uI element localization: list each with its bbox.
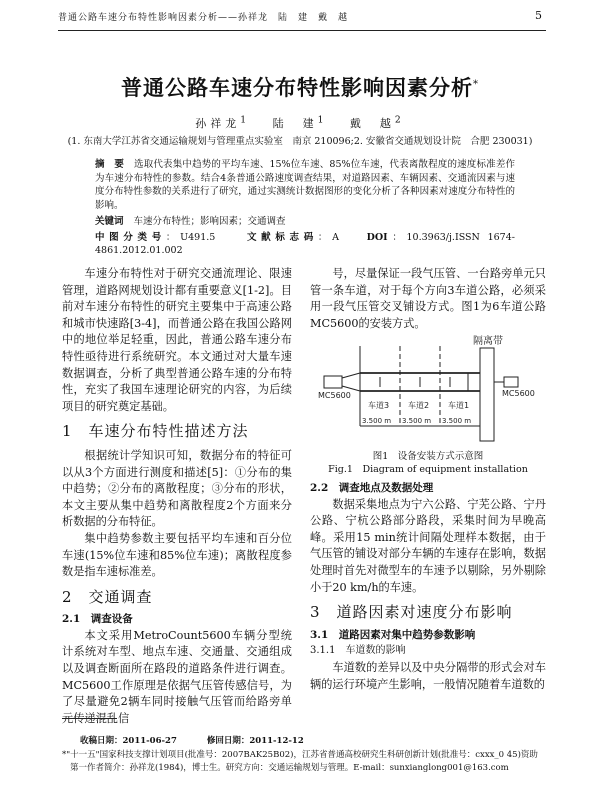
clc-label: 中图分类号 [95, 231, 166, 243]
author-sup: 1 [317, 114, 328, 125]
keywords [95, 215, 515, 229]
doi-label: DOI [366, 231, 388, 243]
lane-2-label: 车道2 [408, 401, 430, 410]
doc-code-value: A [332, 231, 339, 243]
section-1-heading: 1 车速分布特性描述方法 [62, 422, 249, 441]
mc5600-right-device [504, 377, 518, 387]
received-date: 收稿日期：2011-06-27 [80, 736, 177, 746]
author-sup: 1 [240, 114, 251, 125]
median-strip [480, 348, 494, 441]
paragraph: 车道数的差异以及中央分隔带的形式会对车辆的运行环境产生影响，一般情况随着车道数的 [310, 660, 546, 691]
doi-value: 10.3963/j.ISSN 1674-4861.2012.01.002 [95, 231, 515, 256]
section-3-1-heading: 3.1 道路因素对集中趋势参数影响 [310, 628, 476, 641]
author-name: 陆 建 [272, 116, 318, 130]
author-name: 戴 越 [349, 116, 395, 130]
device-left-label: MC5600 [318, 391, 351, 400]
title-text: 普通公路车速分布特性影响因素分析 [121, 75, 473, 100]
left-column [62, 266, 292, 727]
paper-title [0, 72, 600, 102]
mc5600-left-device [324, 376, 342, 388]
classification: 中图分类号：U491.5 文献标志码：A DOI：10.3963/j.ISSN 1674-4861.2012.01.002 [95, 231, 515, 256]
lane-width-label: 3.500 m [402, 417, 432, 425]
abstract-text: 选取代表集中趋势的平均车速、15%位车速、85%位车速，代表离散程度的速度标准差作为车速分布特性的参数。结合4条普通公路速度调查结果，对道路因素、车辆因素、交通流因素与速度分布特性参数的关系进行了研究，通过实测统计数据图形的变化分析了各种因素对速度分布特性的影响。 [95, 159, 515, 211]
intro-paragraph: 车速分布特性对于研究交通流理论、限速管理，道路网规划设计都有重要意义[1-2]。目前对车速分布特性的研究主要集中于高速公路和城市快速路[3-4]，而普通公路在我国公路网中的地位举足轻重，因此，普通公路车速分布特性亟待进行系统研究。本文通过对大量车速数据调查，分析了典型普通公路车速的分布特性，充实了我国车速理论研究的内容，为后续项目的研究奠定基础。 [62, 267, 292, 413]
author-name: 孙祥龙 [195, 116, 241, 130]
device-right-label: MC5600 [502, 389, 535, 398]
median-label: 隔离带 [473, 336, 503, 347]
authors [0, 114, 600, 131]
figure-caption-cn: 图1 设备安装方式示意图 [372, 451, 484, 462]
section-2-1-heading: 2.1 调查设备 [62, 613, 133, 626]
paragraph: 集中趋势参数主要包括平均车速和百分位车速(15%位车速和85%位车速)；离散程度参数是指车速标准差。 [62, 531, 292, 579]
revised-date: 修回日期：2011-12-12 [206, 736, 304, 746]
affiliation: (1. 东南大学江苏省交通运输规划与管理重点实验室 南京 210096;2. 安徽省交通规划设计院 合肥 230031) [67, 136, 533, 147]
right-column-bottom [310, 480, 546, 693]
section-3-heading: 3 道路因素对速度分布影响 [310, 603, 513, 622]
keywords-text: 车速分布特性；影响因素；交通调查 [133, 216, 286, 227]
author [349, 114, 405, 130]
paragraph: 号，尽量保证一段气压管、一台路旁单元只管一条车道，对于每个方向3车道公路，必须采用一段气压管交叉铺设方式。图1为6车道公路MC5600的安装方式。 [310, 267, 546, 330]
footnote-rule [62, 718, 117, 719]
section-2-2-heading: 2.2 调查地点及数据处理 [310, 482, 434, 494]
tube-connector [342, 373, 360, 378]
author [195, 114, 251, 130]
section-2-heading: 2 交通调查 [62, 587, 153, 606]
footnote-dates [80, 734, 570, 746]
footnote-author: 第一作者简介：孙祥龙(1984)，博士生。研究方向：交通运输规划与管理。E-mail：sunxianglong001@163.com [70, 763, 509, 773]
author [272, 114, 328, 130]
author-sup: 2 [394, 114, 405, 125]
right-column-top [310, 266, 546, 332]
tube-loop [468, 373, 480, 391]
lane-1-label: 车道1 [448, 401, 470, 410]
page-number: 5 [535, 9, 542, 22]
lane-width-label: 3.500 m [362, 417, 392, 425]
keywords-label: 关键词 [95, 216, 124, 227]
paragraph: 根据统计学知识可知，数据分布的特征可以从3个方面进行测度和描述[5]：①分布的集中趋势；②分布的离散程度；③分布的形状，本文主要从集中趋势和离散程度2个方面来分析数据的分布特征。 [62, 448, 292, 529]
paragraph: 数据采集地点为宁六公路、宁芜公路、宁丹公路、宁杭公路部分路段，采集时间为早晚高峰。采用15 min统计间隔处理样本数据，由于气压管的铺设对部分车辆的车速存在影响，数据处理时首先对微型车的车速予以剔除，另外剔除小于20 km/h的车速。 [310, 497, 546, 594]
clc-value: U491.5 [180, 231, 216, 243]
abstract-label: 摘 要 [95, 159, 125, 170]
footnote-funding: *"十一五"国家科技支撑计划项目(批准号：2007BAK25B02)，江苏省普通高校研究生科研创新计划(批准号：cxxx_0 45)资助 [62, 750, 538, 760]
doc-code-label: 文献标志码 [247, 231, 318, 243]
title-footnote-mark: * [473, 79, 479, 90]
equipment-installation-diagram [318, 334, 548, 445]
paragraph: 本文采用MetroCount5600车辆分型统计系统对车型、地点车速、交通量、交通组成以及调查断面所在路段的道路条件进行调查。MC5600工作原理是依据气压管传感信号，为了尽量避免2辆车同时接触气压管而给路旁单元传递混乱信 [62, 628, 292, 725]
header-rule [58, 30, 546, 31]
lane-width-label: 3.500 m [442, 417, 472, 425]
lane-3-label: 车道3 [368, 401, 390, 410]
running-header: 普通公路车速分布特性影响因素分析——孙祥龙 陆 建 戴 越 [58, 13, 349, 23]
figure-caption-en: Fig.1 Diagram of equipment installation [328, 464, 528, 475]
abstract [95, 158, 515, 212]
abstract-block [95, 158, 515, 258]
section-3-1-1-heading: 3.1.1 车道数的影响 [310, 645, 406, 657]
